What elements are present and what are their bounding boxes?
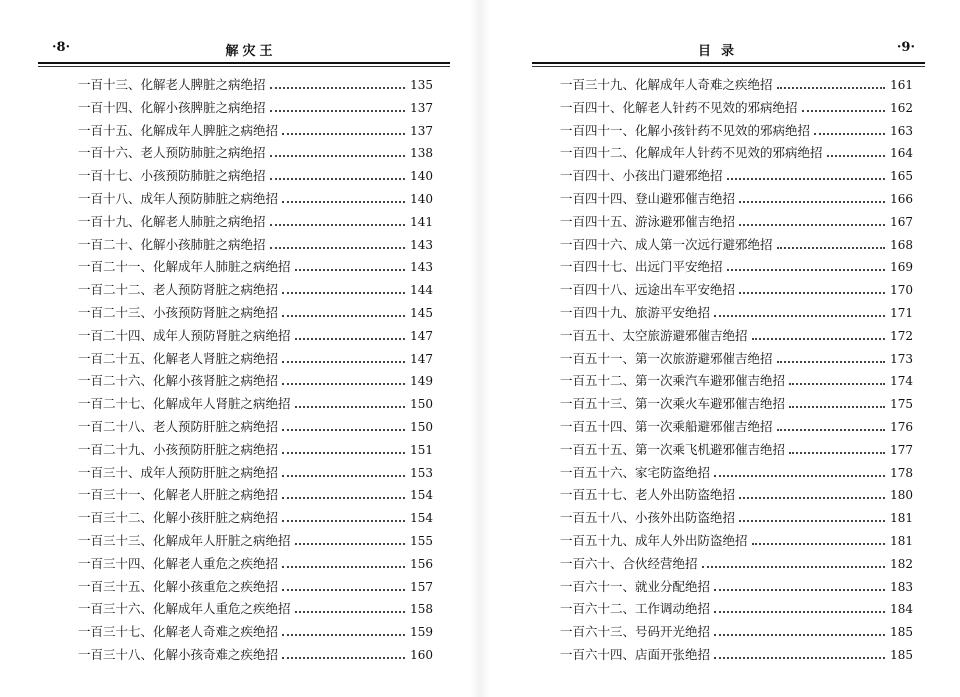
dot-leader bbox=[270, 103, 405, 112]
toc-entry-title: 一百二十九、小孩预防肝脏之病绝招 bbox=[78, 441, 279, 457]
toc-entry bbox=[560, 439, 913, 462]
toc-entry-title: 一百三十四、化解老人重危之疾绝招 bbox=[78, 555, 279, 571]
dot-leader bbox=[802, 103, 885, 112]
toc-entry-title: 一百四十六、成人第一次远行避邪绝招 bbox=[560, 236, 773, 252]
toc-entry-title: 一百十六、老人预防肺脏之病绝招 bbox=[78, 145, 266, 161]
toc-entry-title: 一百五十一、第一次旅游避邪催吉绝招 bbox=[560, 350, 773, 366]
toc-entry bbox=[560, 302, 913, 325]
right-page bbox=[480, 0, 960, 697]
dot-leader bbox=[739, 513, 885, 522]
toc-entry-page: 149 bbox=[410, 374, 433, 389]
dot-leader bbox=[270, 217, 405, 226]
dot-leader bbox=[777, 422, 885, 431]
toc-entry bbox=[78, 256, 433, 279]
dot-leader bbox=[295, 262, 405, 271]
toc-entry bbox=[78, 621, 433, 644]
toc-entry-title: 一百三十、成年人预防肝脏之病绝招 bbox=[78, 464, 279, 480]
toc-entry-title: 一百四十一、化解小孩针药不见效的邪病绝招 bbox=[560, 122, 811, 138]
dot-leader bbox=[827, 148, 885, 157]
toc-entry-title: 一百四十五、游泳避邪催吉绝招 bbox=[560, 213, 736, 229]
dot-leader bbox=[727, 262, 885, 271]
toc-entry bbox=[560, 97, 913, 120]
dot-leader bbox=[270, 148, 405, 157]
dot-leader bbox=[714, 627, 885, 636]
toc-entry-page: 150 bbox=[410, 419, 433, 434]
toc-entry-title: 一百三十三、化解成年人肝脏之病绝招 bbox=[78, 532, 291, 548]
toc-entry-title: 一百十四、化解小孩脾脏之病绝招 bbox=[78, 99, 266, 115]
toc-entry-title: 一百三十一、化解老人肝脏之病绝招 bbox=[78, 487, 279, 503]
dot-leader bbox=[777, 80, 885, 89]
header-rule bbox=[38, 62, 450, 64]
dot-leader bbox=[727, 171, 885, 180]
toc-entry-page: 147 bbox=[410, 328, 433, 343]
toc-entry-page: 171 bbox=[890, 305, 913, 320]
toc-entry-page: 173 bbox=[890, 351, 913, 366]
dot-leader bbox=[789, 399, 885, 408]
toc-entry-title: 一百四十七、出远门平安绝招 bbox=[560, 259, 723, 275]
toc-entry bbox=[78, 416, 433, 439]
toc-entry-page: 165 bbox=[890, 169, 913, 184]
toc-entry-page: 154 bbox=[410, 511, 433, 526]
toc-entry-page: 135 bbox=[410, 78, 433, 92]
toc-entry bbox=[78, 598, 433, 621]
toc-entry-page: 161 bbox=[890, 78, 913, 92]
toc-entry-page: 166 bbox=[890, 191, 913, 206]
toc-entry-title: 一百六十三、号码开光绝招 bbox=[560, 624, 711, 640]
toc-entry-title: 一百五十、太空旅游避邪催吉绝招 bbox=[560, 327, 748, 343]
toc-entry-page: 158 bbox=[410, 602, 433, 617]
toc-entry-page: 159 bbox=[410, 625, 433, 640]
toc-entry-page: 155 bbox=[410, 533, 433, 548]
toc-entry bbox=[560, 576, 913, 599]
toc-entry bbox=[78, 302, 433, 325]
toc-entry-page: 180 bbox=[890, 488, 913, 503]
toc-entry bbox=[78, 439, 433, 462]
dot-leader bbox=[714, 582, 885, 591]
dot-leader bbox=[282, 490, 405, 499]
toc-entry bbox=[560, 484, 913, 507]
toc-entry-page: 183 bbox=[890, 579, 913, 594]
toc-entry bbox=[78, 97, 433, 120]
toc-entry bbox=[78, 507, 433, 530]
dot-leader bbox=[282, 445, 405, 454]
toc-entry bbox=[560, 188, 913, 211]
dot-leader bbox=[739, 217, 885, 226]
toc-entry-title: 一百四十八、远途出车平安绝招 bbox=[560, 282, 736, 298]
toc-entry-title: 一百三十六、化解成年人重危之疾绝招 bbox=[78, 601, 291, 617]
toc-entry bbox=[78, 484, 433, 507]
dot-leader bbox=[739, 194, 885, 203]
toc-entry-title: 一百四十九、旅游平安绝招 bbox=[560, 304, 711, 320]
dot-leader bbox=[295, 604, 405, 613]
toc-entry-page: 182 bbox=[890, 556, 913, 571]
toc-entry-page: 137 bbox=[410, 100, 433, 115]
toc-entry bbox=[78, 142, 433, 165]
dot-leader bbox=[282, 354, 405, 363]
toc-entry-page: 143 bbox=[410, 237, 433, 252]
toc-entry-title: 一百六十、合伙经营绝招 bbox=[560, 555, 698, 571]
toc-entry bbox=[78, 279, 433, 302]
toc-entry bbox=[560, 348, 913, 371]
header-rule bbox=[532, 62, 925, 64]
running-title: 解灾王 bbox=[225, 44, 277, 59]
toc-entry-title: 一百三十八、化解小孩奇难之疾绝招 bbox=[78, 646, 279, 662]
toc-entry bbox=[78, 348, 433, 371]
toc-entry-title: 一百四十、小孩出门避邪绝招 bbox=[560, 168, 723, 184]
toc-entry bbox=[560, 74, 913, 97]
toc-entry-title: 一百十三、化解老人脾脏之病绝招 bbox=[78, 77, 266, 92]
toc-entry bbox=[78, 234, 433, 257]
dot-leader bbox=[789, 445, 885, 454]
toc-entry-title: 一百二十四、成年人预防肾脏之病绝招 bbox=[78, 327, 291, 343]
toc-entry-page: 184 bbox=[890, 602, 913, 617]
toc-entry-title: 一百二十二、老人预防肾脏之病绝招 bbox=[78, 282, 279, 298]
toc-entry-page: 138 bbox=[410, 146, 433, 161]
toc-entry-page: 169 bbox=[890, 260, 913, 275]
toc-entry-page: 141 bbox=[410, 214, 433, 229]
toc-entry-title: 一百五十七、老人外出防盗绝招 bbox=[560, 487, 736, 503]
header-rule-thin bbox=[38, 66, 450, 67]
toc-entry bbox=[78, 576, 433, 599]
dot-leader bbox=[752, 536, 885, 545]
toc-entry-page: 168 bbox=[890, 237, 913, 252]
toc-entry-title: 一百四十四、登山避邪催吉绝招 bbox=[560, 190, 736, 206]
toc-entry-page: 181 bbox=[890, 533, 913, 548]
toc-entry-page: 153 bbox=[410, 465, 433, 480]
dot-leader bbox=[739, 285, 885, 294]
toc-entry-page: 163 bbox=[890, 123, 913, 138]
dot-leader bbox=[282, 376, 405, 385]
toc-entry-title: 一百三十五、化解小孩重危之疾绝招 bbox=[78, 578, 279, 594]
toc-entry-title: 一百二十六、化解小孩肾脏之病绝招 bbox=[78, 373, 279, 389]
toc-entry bbox=[78, 188, 433, 211]
toc-entry bbox=[78, 74, 433, 97]
page-header bbox=[534, 40, 915, 60]
dot-leader bbox=[270, 240, 405, 249]
toc-entry-page: 172 bbox=[890, 328, 913, 343]
dot-leader bbox=[777, 354, 885, 363]
toc-entry bbox=[78, 553, 433, 576]
toc-entry-page: 164 bbox=[890, 146, 913, 161]
toc-entry-page: 147 bbox=[410, 351, 433, 366]
dot-leader bbox=[714, 468, 885, 477]
toc-list bbox=[560, 74, 913, 667]
toc-entry bbox=[78, 644, 433, 667]
dot-leader bbox=[282, 422, 405, 431]
toc-entry bbox=[560, 598, 913, 621]
toc-entry-title: 一百五十八、小孩外出防盗绝招 bbox=[560, 510, 736, 526]
toc-entry-title: 一百二十八、老人预防肝脏之病绝招 bbox=[78, 418, 279, 434]
toc-entry-title: 一百五十二、第一次乘汽车避邪催吉绝招 bbox=[560, 373, 786, 389]
toc-entry bbox=[560, 416, 913, 439]
toc-entry-page: 177 bbox=[890, 442, 913, 457]
dot-leader bbox=[282, 582, 405, 591]
dot-leader bbox=[282, 308, 405, 317]
toc-entry bbox=[560, 211, 913, 234]
header-rule-thin bbox=[532, 66, 925, 67]
toc-entry-title: 一百五十四、第一次乘船避邪催吉绝招 bbox=[560, 418, 773, 434]
dot-leader bbox=[295, 536, 405, 545]
dot-leader bbox=[814, 126, 885, 135]
running-title: 目录 bbox=[698, 44, 745, 59]
toc-entry-title: 一百六十四、店面开张绝招 bbox=[560, 646, 711, 662]
toc-entry bbox=[560, 325, 913, 348]
dot-leader bbox=[282, 650, 405, 659]
toc-entry-page: 157 bbox=[410, 579, 433, 594]
toc-entry-title: 一百三十九、化解成年人奇难之疾绝招 bbox=[560, 77, 773, 92]
toc-entry-page: 144 bbox=[410, 283, 433, 298]
toc-entry-title: 一百十五、化解成年人脾脏之病绝招 bbox=[78, 122, 279, 138]
toc-entry-title: 一百四十二、化解成年人针药不见效的邪病绝招 bbox=[560, 145, 823, 161]
dot-leader bbox=[282, 285, 405, 294]
toc-entry bbox=[78, 530, 433, 553]
toc-entry bbox=[560, 370, 913, 393]
toc-entry-title: 一百十八、成年人预防肺脏之病绝招 bbox=[78, 190, 279, 206]
dot-leader bbox=[270, 171, 405, 180]
toc-entry-page: 145 bbox=[410, 305, 433, 320]
dot-leader bbox=[282, 194, 405, 203]
page-number: ·8· bbox=[52, 40, 71, 55]
toc-entry-title: 一百三十二、化解小孩肝脏之病绝招 bbox=[78, 510, 279, 526]
toc-entry bbox=[560, 553, 913, 576]
dot-leader bbox=[752, 331, 885, 340]
toc-entry bbox=[560, 507, 913, 530]
toc-entry-title: 一百五十六、家宅防盗绝招 bbox=[560, 464, 711, 480]
toc-entry bbox=[78, 165, 433, 188]
toc-entry-page: 174 bbox=[890, 374, 913, 389]
dot-leader bbox=[282, 627, 405, 636]
toc-entry-page: 185 bbox=[890, 647, 913, 662]
toc-entry-page: 137 bbox=[410, 123, 433, 138]
toc-entry bbox=[78, 370, 433, 393]
toc-entry bbox=[560, 644, 913, 667]
dot-leader bbox=[714, 308, 885, 317]
dot-leader bbox=[270, 80, 405, 89]
dot-leader bbox=[714, 650, 885, 659]
dot-leader bbox=[295, 331, 405, 340]
toc-entry bbox=[560, 142, 913, 165]
toc-entry bbox=[78, 120, 433, 143]
toc-entry-page: 170 bbox=[890, 283, 913, 298]
toc-entry-title: 一百六十二、工作调动绝招 bbox=[560, 601, 711, 617]
toc-entry-title: 一百四十、化解老人针药不见效的邪病绝招 bbox=[560, 99, 798, 115]
toc-list bbox=[78, 74, 433, 667]
page-header bbox=[52, 40, 450, 60]
toc-entry-title: 一百二十一、化解成年人肺脏之病绝招 bbox=[78, 259, 291, 275]
toc-entry-title: 一百五十三、第一次乘火车避邪催吉绝招 bbox=[560, 396, 786, 412]
toc-entry-title: 一百五十五、第一次乘飞机避邪催吉绝招 bbox=[560, 441, 786, 457]
toc-entry-title: 一百二十、化解小孩肺脏之病绝招 bbox=[78, 236, 266, 252]
toc-entry-page: 150 bbox=[410, 397, 433, 412]
toc-entry bbox=[560, 165, 913, 188]
toc-entry bbox=[560, 120, 913, 143]
toc-entry-page: 140 bbox=[410, 191, 433, 206]
toc-entry-title: 一百十七、小孩预防肺脏之病绝招 bbox=[78, 168, 266, 184]
dot-leader bbox=[282, 126, 405, 135]
dot-leader bbox=[282, 559, 405, 568]
toc-entry bbox=[78, 393, 433, 416]
toc-entry-title: 一百六十一、就业分配绝招 bbox=[560, 578, 711, 594]
toc-entry-title: 一百三十七、化解老人奇难之疾绝招 bbox=[78, 624, 279, 640]
toc-entry bbox=[560, 234, 913, 257]
page-number: ·9· bbox=[896, 40, 915, 55]
toc-entry bbox=[560, 256, 913, 279]
dot-leader bbox=[714, 604, 885, 613]
toc-entry-page: 178 bbox=[890, 465, 913, 480]
toc-entry bbox=[78, 211, 433, 234]
toc-entry-page: 140 bbox=[410, 169, 433, 184]
dot-leader bbox=[295, 399, 405, 408]
toc-entry-page: 175 bbox=[890, 397, 913, 412]
dot-leader bbox=[739, 490, 885, 499]
toc-entry-title: 一百二十五、化解老人肾脏之病绝招 bbox=[78, 350, 279, 366]
dot-leader bbox=[789, 376, 885, 385]
toc-entry-page: 143 bbox=[410, 260, 433, 275]
toc-entry bbox=[560, 393, 913, 416]
toc-entry-title: 一百二十七、化解成年人肾脏之病绝招 bbox=[78, 396, 291, 412]
dot-leader bbox=[702, 559, 885, 568]
toc-entry bbox=[78, 462, 433, 485]
toc-entry-page: 181 bbox=[890, 511, 913, 526]
toc-entry bbox=[560, 621, 913, 644]
toc-entry-title: 一百二十三、小孩预防肾脏之病绝招 bbox=[78, 304, 279, 320]
dot-leader bbox=[282, 513, 405, 522]
toc-entry-title: 一百十九、化解老人肺脏之病绝招 bbox=[78, 213, 266, 229]
toc-entry-page: 156 bbox=[410, 556, 433, 571]
toc-entry bbox=[560, 530, 913, 553]
toc-entry-page: 154 bbox=[410, 488, 433, 503]
toc-entry-page: 176 bbox=[890, 419, 913, 434]
toc-entry-page: 162 bbox=[890, 100, 913, 115]
toc-entry-title: 一百五十九、成年人外出防盗绝招 bbox=[560, 532, 748, 548]
toc-entry-page: 185 bbox=[890, 625, 913, 640]
dot-leader bbox=[777, 240, 885, 249]
toc-entry-page: 167 bbox=[890, 214, 913, 229]
dot-leader bbox=[282, 468, 405, 477]
toc-entry bbox=[560, 462, 913, 485]
toc-entry-page: 151 bbox=[410, 442, 433, 457]
toc-entry bbox=[78, 325, 433, 348]
toc-entry-page: 160 bbox=[410, 647, 433, 662]
toc-entry bbox=[560, 279, 913, 302]
